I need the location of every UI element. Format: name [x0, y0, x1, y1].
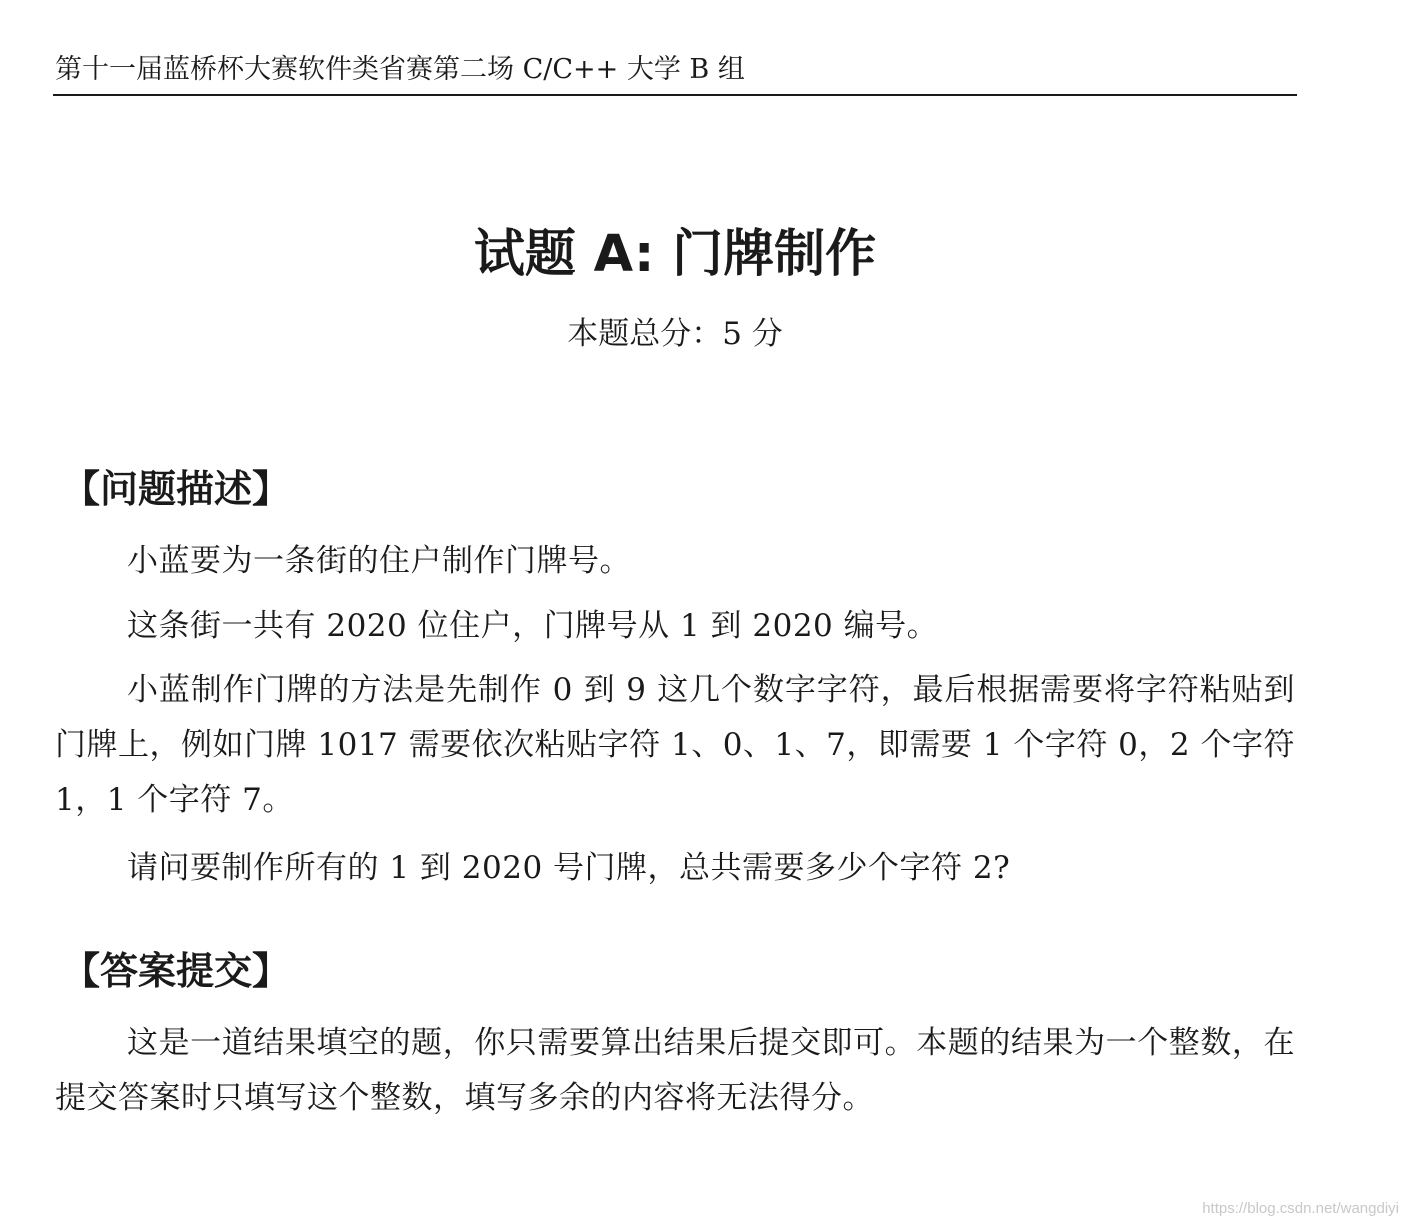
problem-paragraph-3: 小蓝制作门牌的方法是先制作 0 到 9 这几个数字字符，最后根据需要将字符粘贴到门牌上，例如门牌 1017 需要依次粘贴字符 1、0、1、7，即需要 1 个字符 0，2 个字符 1，1 个字符 7。 — [55, 672, 1295, 818]
problem-paragraph-4: 请问要制作所有的 1 到 2020 号门牌，总共需要多少个字符 2? — [127, 850, 1011, 886]
answer-paragraph-1: 这是一道结果填空的题，你只需要算出结果后提交即可。本题的结果为一个整数，在提交答案时只填写这个整数，填写多余的内容将无法得分。 — [55, 1025, 1295, 1116]
section-heading-answer: 【答案提交】 — [62, 949, 291, 993]
page-header — [53, 50, 1297, 96]
problem-paragraph-1: 小蓝要为一条街的住户制作门牌号。 — [127, 543, 631, 579]
header-title: 第十一届蓝桥杯大赛软件类省赛第二场 C/C++ 大学 B 组 — [55, 54, 745, 85]
problem-paragraph-2: 这条街一共有 2020 位住户，门牌号从 1 到 2020 编号。 — [127, 608, 939, 644]
problem-score: 本题总分：5 分 — [567, 316, 783, 352]
watermark: https://blog.csdn.net/wangdiyi — [1202, 1200, 1399, 1217]
section-heading-problem: 【问题描述】 — [62, 467, 291, 511]
problem-title: 试题 A: 门牌制作 — [473, 225, 877, 284]
